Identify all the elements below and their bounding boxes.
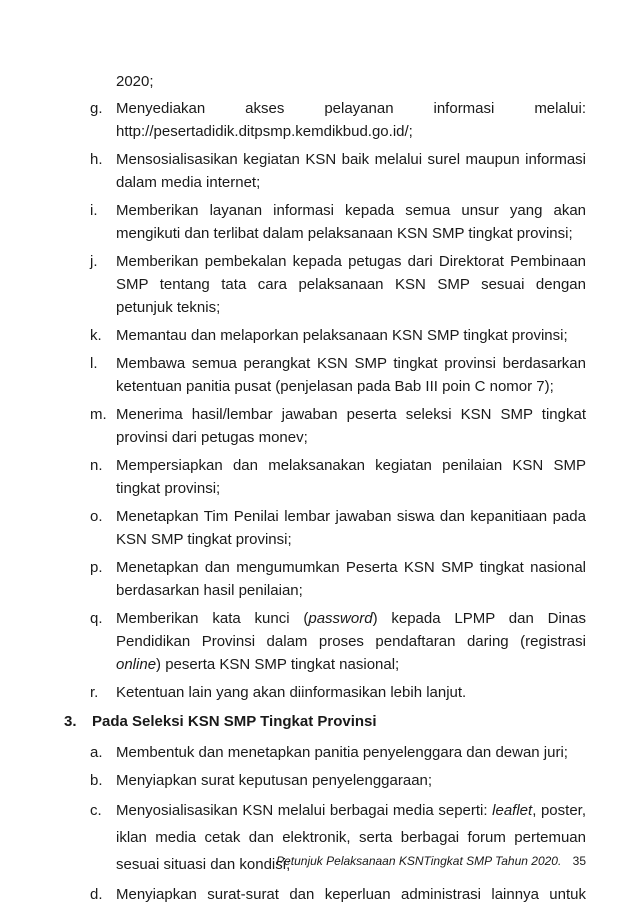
item-text: Mensosialisasikan kegiatan KSN baik melalui surel maupun informasi dalam media internet;: [116, 151, 586, 191]
item-text-part: ) kepada LPMP dan Dinas Pendidikan Provinsi dalam proses pendaftaran daring (registrasi: [116, 610, 586, 650]
item-text: [116, 607, 586, 676]
item-text-italic: leaflet: [492, 802, 533, 819]
section-heading: [0, 710, 638, 733]
item-text: Memberikan pembekalan kepada petugas dari Direktorat Pembinaan SMP tentang tata cara pelaksanaan KSN SMP sesuai dengan petunjuk teknis;: [116, 253, 586, 316]
list-item: [0, 505, 638, 551]
list-item: [0, 681, 638, 704]
item-text: Memantau dan melaporkan pelaksanaan KSN SMP tingkat provinsi;: [116, 327, 568, 344]
item-label: b.: [90, 772, 103, 789]
page-footer: [0, 853, 586, 869]
item-text: Mempersiapkan dan melaksanakan kegiatan penilaian KSN SMP tingkat provinsi;: [116, 457, 586, 497]
item-label: q.: [90, 610, 103, 627]
item-text-part: Memberikan kata kunci (: [116, 610, 309, 627]
footer-title: Petunjuk Pelaksanaan KSNTingkat SMP Tahun 2020.: [276, 854, 562, 868]
item-label: n.: [90, 457, 103, 474]
item-text-part: , poster, iklan media cetak dan elektronik, serta berbagai forum pertemuan sesuai situasi dan kondisi;: [116, 802, 586, 873]
item-text: Memberikan layanan informasi kepada semua unsur yang akan mengikuti dan terlibat dalam pelaksanaan KSN SMP tingkat provinsi;: [116, 202, 586, 242]
list-item: [0, 352, 638, 398]
list-item: [0, 148, 638, 194]
item-text: Menerima hasil/lembar jawaban peserta seleksi KSN SMP tingkat provinsi dari petugas monev;: [116, 406, 586, 446]
item-label: a.: [90, 744, 103, 761]
list-item: [0, 607, 638, 676]
list-item: [0, 199, 638, 245]
list-item: [0, 741, 638, 764]
item-text: Ketentuan lain yang akan diinformasikan lebih lanjut.: [116, 684, 467, 701]
page-number: 35: [572, 854, 586, 868]
item-text-part: ) peserta KSN SMP tingkat nasional;: [156, 656, 400, 673]
item-label: r.: [90, 684, 99, 701]
item-text: Menyediakan akses pelayanan informasi melalui: http://pesertadidik.ditpsmp.kemdikbud.go.id/;: [116, 100, 586, 140]
content-list: [0, 97, 638, 911]
item-text-italic: password: [308, 610, 373, 627]
section-title: Pada Seleksi KSN SMP Tingkat Provinsi: [92, 713, 377, 730]
item-text: Membentuk dan menetapkan panitia penyelenggara dan dewan juri;: [116, 744, 568, 761]
list-item: [0, 556, 638, 602]
item-label: d.: [90, 886, 103, 903]
item-text: Menetapkan dan mengumumkan Peserta KSN SMP tingkat nasional berdasarkan hasil penilaian;: [116, 559, 586, 599]
item-label: h.: [90, 151, 103, 168]
list-item: [0, 97, 638, 143]
list-item: [0, 324, 638, 347]
list-item: [0, 883, 638, 906]
list-item: [0, 250, 638, 319]
list-item: [0, 769, 638, 792]
item-text-italic: online: [116, 656, 157, 673]
item-label: c.: [90, 802, 102, 819]
item-text: Menyiapkan surat keputusan penyelenggaraan;: [116, 772, 433, 789]
item-label: i.: [90, 202, 98, 219]
item-label: g.: [90, 100, 103, 117]
list-item: [0, 454, 638, 500]
continuation-text: 2020;: [116, 73, 154, 90]
item-text: Menetapkan Tim Penilai lembar jawaban siswa dan kepanitiaan pada KSN SMP tingkat provinsi;: [116, 508, 586, 548]
item-label: p.: [90, 559, 103, 576]
item-label: l.: [90, 355, 98, 372]
item-label: m.: [90, 406, 107, 423]
item-label: o.: [90, 508, 103, 525]
item-label: k.: [90, 327, 102, 344]
list-item: [0, 403, 638, 449]
item-label: j.: [90, 253, 98, 270]
section-number: 3.: [64, 713, 77, 730]
item-text-part: Menyosialisasikan KSN melalui berbagai media seperti:: [116, 802, 493, 819]
item-text: Menyiapkan surat-surat dan keperluan administrasi lainnya untuk: [116, 886, 586, 903]
item-text: Membawa semua perangkat KSN SMP tingkat provinsi berdasarkan ketentuan panitia pusat (penjelasan pada Bab III poin C nomor 7);: [116, 355, 586, 395]
